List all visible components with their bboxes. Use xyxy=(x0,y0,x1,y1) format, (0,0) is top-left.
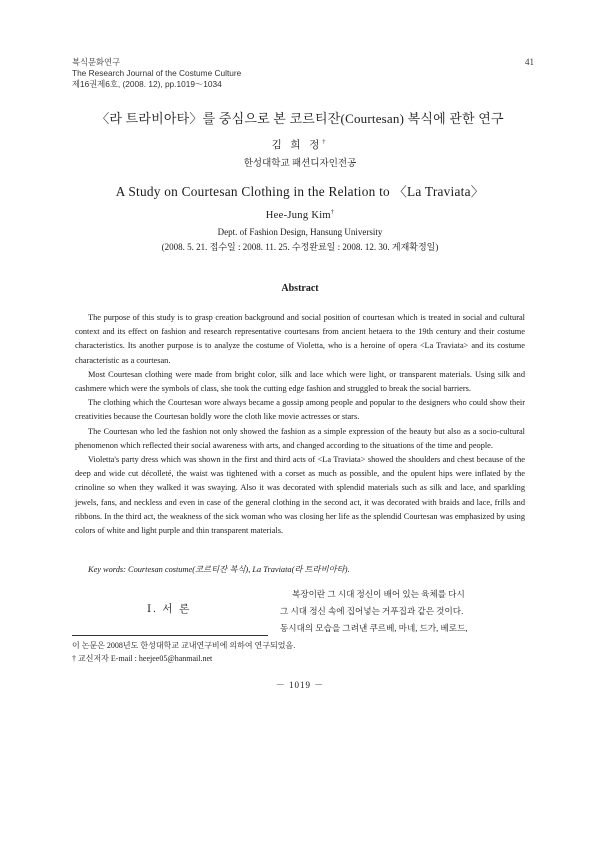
body-line: 복장이란 그 시대 정신이 배어 있는 육체를 다시 xyxy=(292,589,465,599)
corresponding-mark: † xyxy=(330,209,335,216)
footnote-corresponding-author: † 교신저자 E-mail : heejee05@hanmail.net xyxy=(72,653,213,663)
abstract-paragraph: The purpose of this study is to grasp creation background and social position of courtesan which is treated in social and cultural context and its effect on fashion and research representative courtesans from ancient hetaera to the 19th century and their costume characteristics. Its another purpose is to analyze the costume of Violetta, who is a heroine of opera <La Traviata> and its costume characteristic as a courtesan. xyxy=(75,313,525,365)
abstract-paragraph: Most Courtesan clothing were made from bright color, silk and lace which were light, or transparent materials. Using silk and cashmere which were the symbols of class, she took the cutting edge fashion and struggled to break the social barriers. xyxy=(75,369,525,394)
section-heading-introduction: Ⅰ. 서 론 xyxy=(147,604,192,615)
keywords: Key words: Courtesan costume(코르티잔 복식), La Traviata(라 트라비아타). xyxy=(88,565,350,574)
author-korean xyxy=(0,137,600,152)
abstract-paragraph: The Courtesan who led the fashion not only showed the fashion as a simple expression of the beauty but also as a socio-cultural phenomenon which reflected their social awareness with arts, and changed according to the situations of the time and people. xyxy=(75,426,525,450)
submission-dates: (2008. 5. 21. 접수일 : 2008. 11. 25. 수정완료일 : 2008. 12. 30. 게재확정일) xyxy=(161,242,439,252)
footnotes xyxy=(72,640,295,665)
folio-page-number: － 1019 － xyxy=(275,680,325,690)
footnote-funding: 이 논문은 2008년도 한성대학교 교내연구비에 의하여 연구되었음. xyxy=(72,641,296,650)
footnote-divider xyxy=(72,635,268,636)
paper-title-korean: 〈라 트라비아타〉를 중심으로 본 코르티잔(Courtesan) 복식에 관한 연구 xyxy=(96,111,504,126)
introduction-text xyxy=(280,586,530,637)
journal-title-english: The Research Journal of the Costume Culture xyxy=(72,68,242,79)
journal-header xyxy=(72,57,241,91)
abstract-paragraph: The clothing which the Courtesan wore always became a gossip among people and popular to the designers who could show their creativities because the Courtesan boldly wore the cloth like movie actresses or stars. xyxy=(75,398,525,422)
journal-volume-info: 제16권제6호, (2008. 12), pp.1019～1034 xyxy=(72,79,222,90)
abstract-paragraph: Violetta's party dress which was shown in the first and third acts of <La Traviata> showed the shoulders and chest because of the deep and wide cut décolleté, the waist was tightened with a corset as much as possible, and the opulent hips were inflated by the crinoline so when they walked it was swaying. Also it was decorated with splendid materials such as silk and lace, and sparkling jewels, fans, and neckless and even in case of the general clothing in the second act, it was decorated with braids and lace, frills and ribbons. In the third act, the weakness of the sick woman who was closing her life as the splendid Courtesan was emphasized by using colors of white and light purple and thin transparent materials. xyxy=(75,455,525,536)
author-name-english: Hee-Jung Kim xyxy=(265,210,331,221)
author-name-korean: 김 희 정 xyxy=(271,140,323,151)
page-number: 41 xyxy=(525,57,534,67)
abstract-heading: Abstract xyxy=(281,283,319,294)
corresponding-mark: † xyxy=(322,139,329,146)
abstract-body xyxy=(75,311,525,538)
paper-title-english: A Study on Courtesan Clothing in the Relation to 〈La Traviata〉 xyxy=(115,184,485,199)
author-english xyxy=(0,210,600,221)
affiliation-korean: 한성대학교 패션디자인전공 xyxy=(243,159,357,169)
body-line: 그 시대 정신 속에 집어넣는 거푸집과 같은 것이다. xyxy=(280,606,464,616)
journal-title-korean: 복식문화연구 xyxy=(72,57,121,67)
body-line: 동시대의 모습을 그려낸 쿠르베, 마네, 드가, 베로드, xyxy=(280,623,468,633)
affiliation-english: Dept. of Fashion Design, Hansung University xyxy=(217,227,383,237)
